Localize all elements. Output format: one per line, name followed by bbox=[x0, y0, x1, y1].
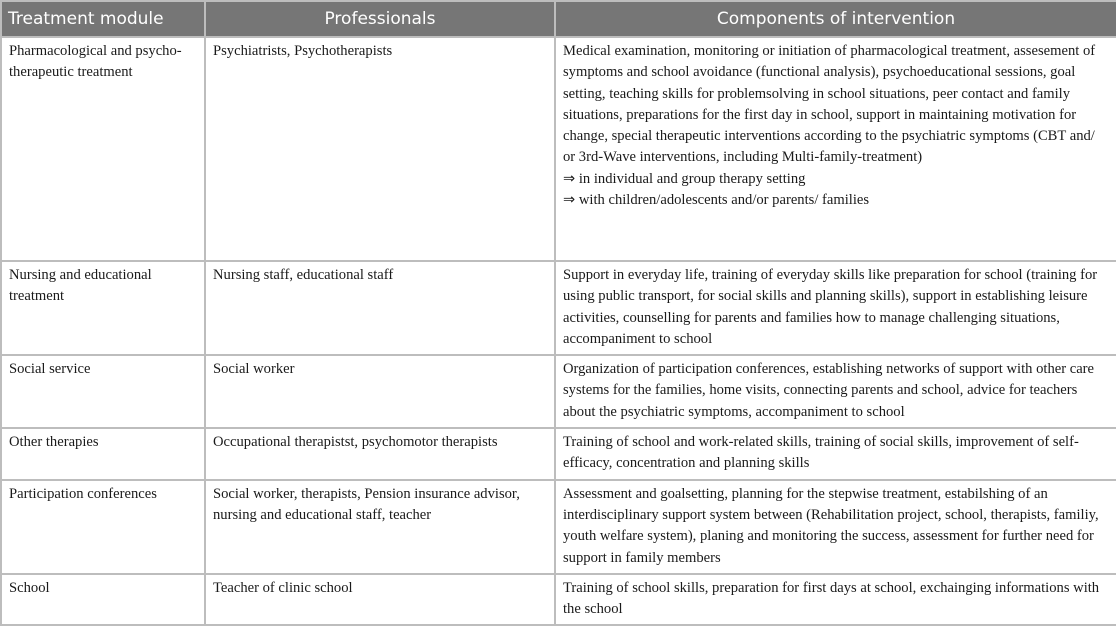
cell-components bbox=[555, 37, 1116, 261]
cell-module: School bbox=[1, 574, 205, 626]
column-header-components: Components of intervention bbox=[555, 1, 1116, 37]
cell-components: Training of school skills, preparation for first days at school, exchainging informations with the school bbox=[555, 574, 1116, 626]
cell-professionals: Social worker, therapists, Pension insurance advisor, nursing and educational staff, teacher bbox=[205, 480, 555, 574]
components-bullet: ⇒ with children/adolescents and/or parents/ families bbox=[563, 192, 870, 209]
components-text: Medical examination, monitoring or initiation of pharmacological treatment, assesement of symptoms and school avoidance (functional analysis), psychoeducational sessions, goal setting, teaching skills for problemsolving in school situations, peer contact and family situations, preparations for the first day in school, support in maintaining motivation for change, special therapeutic interventions according to the psychiatric symptoms (CBT and/ or 3rd-Wave interventions, including Multi-family-treatment) bbox=[563, 43, 1096, 166]
cell-professionals: Occupational therapistst, psychomotor therapists bbox=[205, 428, 555, 480]
column-header-treatment-module: Treatment module bbox=[1, 1, 205, 37]
cell-components: Training of school and work-related skills, training of social skills, improvement of self-efficacy, concentration and planning skills bbox=[555, 428, 1116, 480]
cell-professionals: Teacher of clinic school bbox=[205, 574, 555, 626]
cell-components: Support in everyday life, training of everyday skills like preparation for school (training for using public transport, for social skills and planning skills), support in establishing leisure activities, counselling for parents and families how to manage challenging situations, accompaniment to school bbox=[555, 261, 1116, 355]
column-header-professionals: Professionals bbox=[205, 1, 555, 37]
cell-module: Other therapies bbox=[1, 428, 205, 480]
table-row bbox=[1, 574, 1116, 626]
cell-professionals: Psychiatrists, Psychotherapists bbox=[205, 37, 555, 261]
cell-components: Organization of participation conferences, establishing networks of support with other care systems for the families, home visits, connecting parents and school, advice for teachers about the psychiatric symptoms, accompaniment to school bbox=[555, 355, 1116, 428]
cell-professionals: Social worker bbox=[205, 355, 555, 428]
cell-components: Assessment and goalsetting, planning for the stepwise treatment, estabilshing of an interdisciplinary support system between (Rehabilitation project, school, therapists, familiy, youth welfare system), planing and monitoring the success, assessment for further need for support in family members bbox=[555, 480, 1116, 574]
table-row bbox=[1, 355, 1116, 428]
table-body bbox=[1, 37, 1116, 625]
cell-module: Pharmacological and psycho-therapeutic treatment bbox=[1, 37, 205, 261]
table-row bbox=[1, 37, 1116, 261]
cell-module: Nursing and educational treatment bbox=[1, 261, 205, 355]
cell-module: Participation conferences bbox=[1, 480, 205, 574]
cell-professionals: Nursing staff, educational staff bbox=[205, 261, 555, 355]
table-row bbox=[1, 428, 1116, 480]
table-header bbox=[1, 1, 1116, 37]
table-row bbox=[1, 480, 1116, 574]
components-bullet: ⇒ in individual and group therapy setting bbox=[563, 170, 806, 187]
cell-module: Social service bbox=[1, 355, 205, 428]
header-row bbox=[1, 1, 1116, 37]
table-row bbox=[1, 261, 1116, 355]
